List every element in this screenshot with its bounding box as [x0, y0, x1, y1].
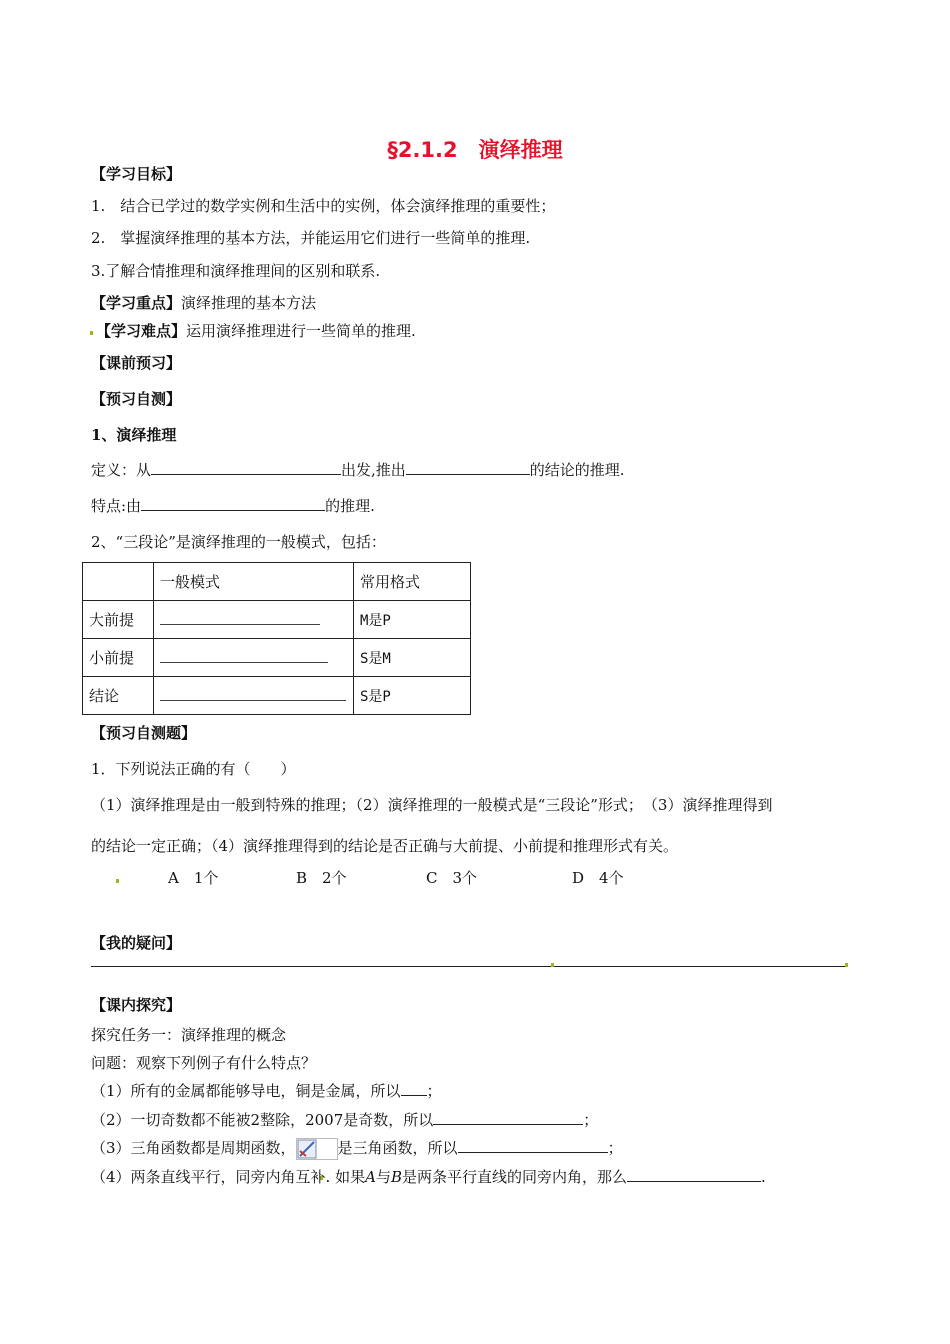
self-test-heading: 【预习自测】	[91, 390, 182, 408]
feature-suffix: 的推理.	[325, 497, 375, 515]
marker-dot	[116, 879, 119, 883]
key-point-label: 【学习重点】	[91, 294, 182, 312]
example-1-blank[interactable]	[401, 1081, 427, 1096]
table-header-cell	[83, 563, 154, 601]
example-3	[91, 1137, 623, 1160]
deductive-heading: 1、演绎推理	[91, 426, 177, 444]
objective-item-1: 1. 结合已学过的数学实例和生活中的实例，体会演绎推理的重要性；	[91, 197, 556, 215]
difficulty-text: 运用演绎推理进行一些简单的推理.	[186, 322, 416, 340]
definition-blank-1[interactable]	[151, 460, 341, 475]
feature-line	[91, 495, 375, 516]
example-2	[91, 1109, 598, 1130]
trig-function-image	[296, 1138, 338, 1160]
example-4-text-a: （4）两条直线平行，同旁内角	[91, 1168, 296, 1186]
variable-b: B	[390, 1168, 402, 1186]
table-row	[83, 677, 471, 715]
example-4-blank[interactable]	[627, 1167, 761, 1182]
quiz-heading: 【预习自测题】	[91, 724, 197, 742]
definition-blank-2[interactable]	[406, 460, 530, 475]
example-2-blank[interactable]	[433, 1110, 583, 1125]
feature-blank[interactable]	[141, 496, 325, 511]
explore-task: 探究任务一：演绎推理的概念	[91, 1026, 287, 1044]
row-label: 大前提	[83, 601, 154, 639]
definition-mid: 出发,推出	[341, 461, 406, 479]
objectives-heading: 【学习目标】	[91, 165, 182, 183]
syllogism-table	[82, 562, 471, 715]
example-2-text: （2）一切奇数都不能被2整除，2007是奇数，所以	[91, 1111, 434, 1129]
example-4-text-c: 与	[375, 1168, 391, 1186]
general-pattern-blank[interactable]	[154, 601, 354, 639]
example-4-text-d: 是两条平行直线的同旁内角，那么	[401, 1168, 627, 1186]
table-header-general: 一般模式	[154, 563, 354, 601]
example-1	[91, 1080, 442, 1101]
example-4-period: .	[761, 1168, 766, 1186]
difficulty-label: 【学习难点】	[96, 322, 187, 340]
table-row	[83, 601, 471, 639]
example-3-suffix: 是三角函数，所以	[337, 1139, 458, 1157]
example-3-prefix: （3）三角函数都是周期函数，	[91, 1139, 296, 1157]
row-format: S是M	[354, 639, 471, 677]
explore-question: 问题：观察下列例子有什么特点？	[91, 1054, 317, 1072]
example-2-semicolon: ；	[583, 1111, 599, 1129]
explore-heading: 【课内探究】	[91, 996, 182, 1014]
questions-answer-line[interactable]	[91, 966, 846, 967]
difficulty-line	[96, 320, 416, 341]
objective-item-3: 3.了解合情推理和演绎推理间的区别和联系.	[91, 262, 381, 280]
table-header-format: 常用格式	[354, 563, 471, 601]
row-label: 结论	[83, 677, 154, 715]
row-format: S是P	[354, 677, 471, 715]
general-pattern-blank[interactable]	[154, 639, 354, 677]
variable-a: A	[365, 1168, 376, 1186]
marker-dot	[551, 963, 554, 967]
option-c[interactable]: C 3个	[426, 869, 478, 887]
objective-item-2: 2. 掌握演绎推理的基本方法，并能运用它们进行一些简单的推理.	[91, 229, 531, 247]
option-b[interactable]: B 2个	[296, 869, 347, 887]
key-point-text: 演绎推理的基本方法	[181, 294, 317, 312]
example-4-text-b: 互补. 如果	[295, 1168, 366, 1186]
table-row	[83, 639, 471, 677]
questions-heading: 【我的疑问】	[91, 934, 182, 952]
quiz-statements-1: （1）演绎推理是由一般到特殊的推理；（2）演绎推理的一般模式是“三段论”形式； （3）演绎推理得到	[91, 796, 773, 814]
feature-prefix: 特点:由	[91, 497, 142, 515]
row-label: 小前提	[83, 639, 154, 677]
option-a[interactable]: A 1个	[168, 869, 219, 887]
example-4	[91, 1166, 766, 1187]
page-title: §2.1.2 演绎推理	[387, 138, 563, 162]
definition-prefix: 定义：从	[91, 461, 152, 479]
example-3-semicolon: ；	[607, 1139, 623, 1157]
definition-line	[91, 459, 625, 480]
table-header-row	[83, 563, 471, 601]
example-3-blank[interactable]	[458, 1138, 608, 1153]
syllogism-intro: 2、“三段论”是演绎推理的一般模式，包括：	[91, 533, 386, 551]
definition-suffix: 的结论的推理.	[529, 461, 625, 479]
general-pattern-blank[interactable]	[154, 677, 354, 715]
preview-heading: 【课前预习】	[91, 354, 182, 372]
quiz-question: 1．下列说法正确的有（ ）	[91, 760, 296, 778]
example-1-semicolon: ；	[426, 1082, 442, 1100]
key-point-line	[91, 292, 316, 313]
example-1-text: （1）所有的金属都能够导电，铜是金属，所以	[91, 1082, 401, 1100]
option-d[interactable]: D 4个	[572, 869, 624, 887]
marker-dot	[90, 331, 93, 335]
quiz-statements-2: 的结论一定正确；（4）演绎推理得到的结论是否正确与大前提、小前提和推理形式有关。	[91, 837, 679, 855]
marker-dot	[845, 963, 848, 967]
row-format: M是P	[354, 601, 471, 639]
